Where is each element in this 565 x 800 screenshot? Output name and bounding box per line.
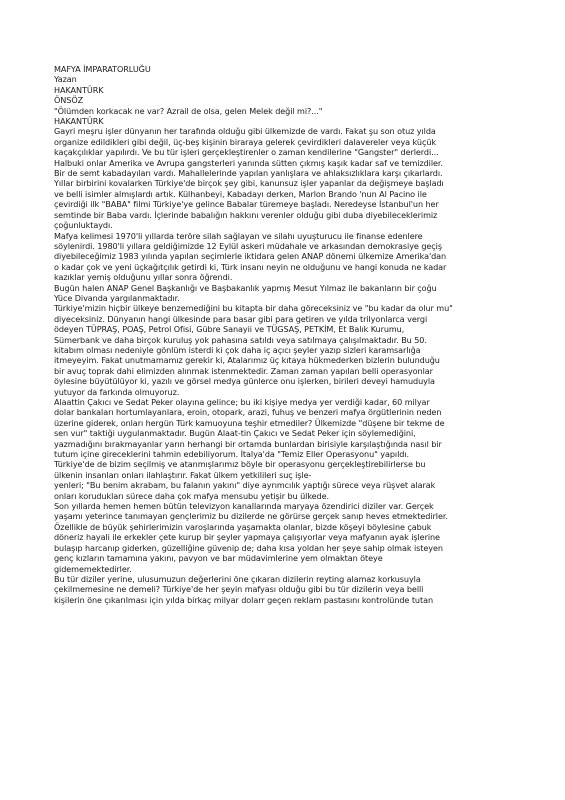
text-line: Türkiye'mizin hiçbir ülkeye benzemediğini bu kitapta bir daha göreceksiniz ve "bu kadar da olur mu" — [54, 303, 453, 314]
text-line: sen vur" taktiği uygulanmaktadır. Bugün Alaat-tin Çakıcı ve Sedat Peker için söylemediğini, — [54, 428, 416, 439]
text-line: bulaşıp harcanıp giderken, güzelliğine güvenip de; daha kısa yoldan her şeye sahip olmak isteyen — [54, 542, 443, 553]
text-line: Türkiye'de de bizim seçilmiş ve atanmışlarımız böyle bir operasyonu gerçekleştirebilirlerse bu — [54, 459, 426, 470]
text-line: ödeyen TÜPRAŞ, POAŞ, Petrol Ofisi, Gübre Sanayii ve TÜGSAŞ, PETKİM, Et Balık Kurumu, — [54, 324, 405, 335]
text-line: Gayri meşru işler dünyanın her tarafında olduğu gibi ülkemizde de vardı. Fakat şu son otuz yılda — [54, 126, 436, 137]
text-line: yenleri; "Bu benim akrabam, bu falanın yakını" diye ayrımcılık yaptığı sürece veya rüşvet alarak — [54, 480, 436, 491]
preface-heading: ÖNSÖZ — [54, 95, 84, 106]
text-line: Son yıllarda hemen hemen bütün televizyon kanallarında maryaya özendirici diziler var. Gerçek — [54, 501, 434, 512]
text-line: diyeceksiniz. Dünyanın hangi ülkesinde para basar gibi para getiren ve yılda trilyonlarca vergi — [54, 313, 428, 324]
text-line: çevirdiği ilk "BABA" filmi Türkiye'ye gelince Babalar türemeye başladı. Neredeyse İstanbul'un her — [54, 199, 439, 210]
author-label: Yazan — [54, 74, 77, 85]
text-line: tutum içine gireceklerini tahmin edebiliyorum. İtalya'da "Temiz Eller Operasyonu" yapıldı. — [54, 449, 409, 460]
text-line: Sümerbank ve daha birçok kuruluş yok pahasına satıldı veya satılmaya çalışılmaktadır. Bu 50. — [54, 334, 427, 345]
text-line: yaşamı yeterince tanımayan gençlerimiz bu dizilerde ne görürse gerçek sanıp heves etmektedirler. — [54, 511, 448, 522]
text-line: Bu tür diziler yerine, ulusumuzun değerlerini öne çıkaran dizilerin reyting alamaz korkusuyla — [54, 573, 421, 584]
text-line: söylenirdi. 1980'li yıllara geldiğimizde 12 Eylül askeri müdahale ve arkasından demokrasiye geçiş — [54, 240, 442, 251]
text-line: Özellikle de büyük şehirlerimizin varoşlarında yaşamakta olanlar, bizde köşeyi böylesine çabuk — [54, 521, 432, 532]
text-line: döneriz hayali ile erkekler çete kurup bir şeyler yapmaya çalışıyorlar veya mafyanın ayak işlerine — [54, 532, 440, 543]
text-line: organize edildikleri gibi değil, üç-beş kişinin biraraya gelerek çevirdikleri dalavereler veya küçük — [54, 136, 436, 147]
text-line: Alaattin Çakıcı ve Sedat Peker olayına gelince; bu iki kişiye medya yer verdiği kadar, 60 milyar — [54, 397, 430, 407]
text-line: kaçakçılıklar yapılırdı. Ve bu tür işleri gerçekleştirenler o zaman kendilerine "Gangster" derlerdi... — [54, 147, 439, 158]
text-line: onları korudukları sürece daha çok mafya mensubu yetişir bu ülkede. — [54, 490, 329, 501]
text-line: itmeyeyim. Fakat unutmamamız gerekir ki, Atalarımız üç kıtaya hükmederken bizlerin bulunduğu — [54, 355, 440, 366]
text-line: semtinde bir Baba vardı. İçlerinde babalığın hakkını verenler olduğu gibi duba diyebileceklerimiz — [54, 209, 438, 220]
text-line: bir avuç toprak dahi elimizden alınmak istenmektedir. Zaman zaman yapılan belli operasyonlar — [54, 365, 433, 376]
text-line: o kadar çok ve yeni üçkağıtçılık getirdi ki, Türk insanı neyin ne olduğunu ve hangi konuda ne kadar — [54, 261, 447, 272]
text-line: dolar bankaları hortumlayanlara, eroin, otopark, arazi, fuhuş ve benzeri mafya örgütlerinin neden — [54, 407, 442, 418]
text-line: diyebileceğimiz 1983 yılında yapılan seçimlerle iktidara gelen ANAP dönemi ülkemize Amerika'dan — [54, 251, 447, 262]
text-line: Halbuki onlar Amerika ve Avrupa gangsterleri yanında sütten çıkmış kaşık kadar saf ve temizdiler. — [54, 157, 443, 168]
text-line: yutuyor da farkında olmuyoruz. — [54, 386, 180, 397]
text-line: öylesine büyütülüyor ki, yazılı ve görsel medya günlerce onu işlerken, birileri deveyi hamuduyla — [54, 376, 435, 387]
preface-body — [54, 126, 526, 605]
book-title: MAFYA İMPARATORLUĞU — [54, 64, 151, 74]
text-line: Bir de semt kabadayıları vardı. Mahallelerinde yapılan yanlışlara ve ahlaksızlıklara karşı çıkarlardı. — [54, 168, 443, 179]
epigraph-author: HAKANTÜRK — [54, 116, 104, 127]
text-line: Yıllar birbirini kovalarken Türkiye'de birçok şey gibi, kanunsuz işler yapanlar da değişmeye başladı — [54, 178, 444, 189]
text-line: çoğunluktaydı. — [54, 220, 113, 231]
text-line: üzerine giderek, onları hergün Türk kamuoyuna teşhir etmediler? Ülkemizde "düşene bir tekme de — [54, 417, 445, 428]
text-line: Yüce Divanda yargılanmaktadır. — [54, 292, 180, 303]
text-line: kazıklar yemiş olduğunu yıllar sonra öğrendi. — [54, 272, 233, 283]
text-line: genç kızların tamamına yakını, pavyon ve bar müdavimlerine yem olmaktan öteye — [54, 553, 383, 564]
author-name: HAKANTÜRK — [54, 84, 104, 95]
text-line: ülkenin insanları onları ilahlaştırır. Fakat ülkem yetkilileri suç işle- — [54, 469, 312, 480]
text-line: yazmadığını bırakmayanlar yarın herhangi bir ortamda bunlardan birisiyle karşılaştığında nasıl bir — [54, 438, 442, 449]
text-line: gidememektedirler. — [54, 563, 132, 574]
epigraph-quote: "Ölümden korkacak ne var? Azrail de olsa, gelen Melek değil mi?..." — [54, 105, 323, 116]
text-line: Bugün halen ANAP Genel Başkanlığı ve Başbakanlık yapmış Mesut Yılmaz ile bakanların bir çoğu — [54, 282, 437, 293]
text-line: Mafya kelimesi 1970'li yıllarda teröre silah sağlayan ve silahı uyuşturucu ile finanse edenlere — [54, 230, 423, 241]
text-line: çekilmemesine ne demeli? Türkiye'de her şeyin mafyası olduğu gibi bu tür dizilerin veya belli — [54, 584, 424, 595]
text-line: kişilerin öne çıkarılması için yılda birkaç milyar dolarr geçen reklam pastasını kontrolünde tutan — [54, 594, 433, 605]
text-line: kitabım olması nedeniyle gönlüm isterdi ki çok daha iç açıcı şeyler yazıp sizleri karamsarlığa — [54, 344, 421, 355]
document-text — [54, 64, 526, 605]
text-line: ve belli isimler almışlardı artık. Külhanbeyi, Kabadayı derken, Marlon Brando 'nun Al Pacino ile — [54, 188, 427, 199]
